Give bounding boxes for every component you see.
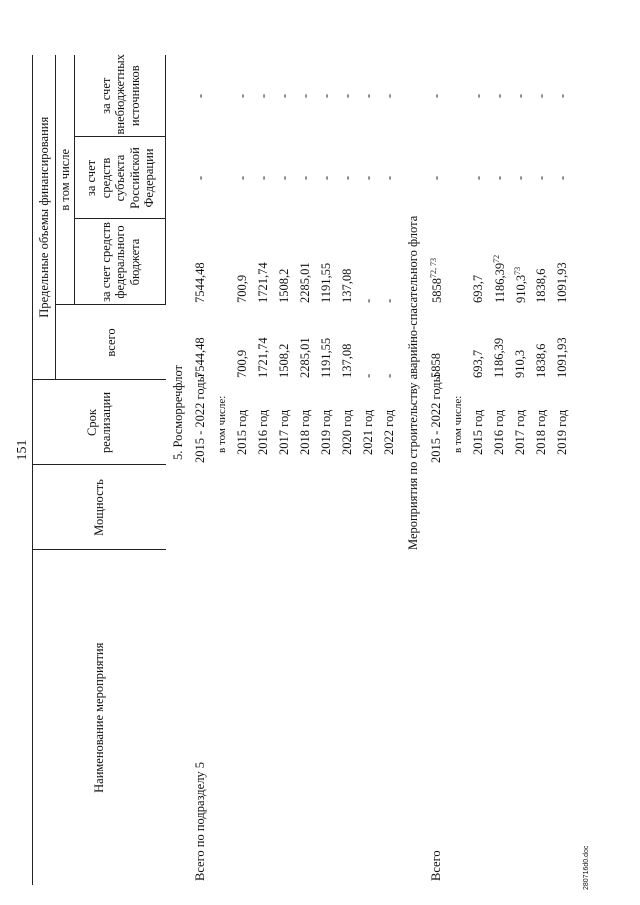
federal-cell [531,219,552,305]
federal-cell-text: - [382,298,397,303]
table-row [274,55,295,885]
federal-cell-text: 700,9 [235,274,250,303]
regional-cell [531,137,552,219]
regional-cell [468,137,489,219]
footnote-ref: 72, 73 [428,258,438,278]
period-cell-text: в том числе: [215,395,228,453]
row-label-empty [316,550,337,885]
period-cell-text: 2015 год [235,409,250,455]
period-cell [232,380,253,465]
federal-cell [232,219,253,305]
period-cell [337,380,358,465]
federal-cell [510,219,531,305]
regional-cell-text: - [382,175,397,181]
footnote-ref: 73 [512,266,522,275]
header-federal: за счет средств федерального бюджета [75,219,166,305]
row-label-empty [295,550,316,885]
period-cell [426,373,447,465]
regional-cell-text: - [319,175,334,181]
federal-cell-text: 910,3 [513,274,528,303]
federal-cell [358,219,379,305]
period-cell [447,380,468,465]
row-label-text: Всего по подразделу 5 [193,761,208,881]
extra-cell [190,55,211,137]
regional-cell [295,137,316,219]
regional-cell-text: - [235,175,250,181]
period-cell-text: 2015 год [471,409,486,455]
extra-cell [531,55,552,137]
capacity-cell [232,465,253,550]
federal-cell [253,219,274,305]
capacity-cell [316,465,337,550]
capacity-cell [510,465,531,550]
table-row [358,55,379,885]
capacity-cell [274,465,295,550]
total-cell [379,305,400,380]
regional-cell-text: - [298,175,313,181]
extra-cell-text: - [492,93,507,99]
total-cell-text: 1838,6 [534,343,549,378]
section-title-row [400,55,426,885]
period-cell [295,380,316,465]
capacity-cell [337,465,358,550]
total-cell-text: 2285,01 [298,337,313,378]
regional-cell [337,137,358,219]
period-cell-text: 2022 год [382,409,397,455]
extra-cell [468,55,489,137]
extra-cell [253,55,274,137]
total-cell [531,305,552,380]
capacity-cell [358,465,379,550]
total-cell-text: 1191,55 [319,337,334,378]
period-cell-text: в том числе: [451,395,464,453]
section-title [166,55,191,550]
extra-cell [489,55,510,137]
total-cell-text: 1721,74 [256,337,271,378]
period-cell [190,373,211,465]
period-cell [468,380,489,465]
total-cell-text: 5858 [429,353,444,378]
total-cell-text: 1091,93 [555,337,570,378]
table-row [190,55,211,885]
federal-cell [379,219,400,305]
capacity-cell [211,465,232,550]
regional-cell [552,137,573,219]
total-cell [337,305,358,380]
regional-cell-text: - [361,175,376,181]
section-spacer [400,550,426,885]
table-row [295,55,316,885]
extra-cell-text: - [319,93,334,99]
row-label-empty [232,550,253,885]
capacity-cell [295,465,316,550]
federal-cell-text: 1191,55 [319,262,334,303]
federal-cell-text: 137,08 [340,268,355,303]
extra-cell-text: - [235,93,250,99]
extra-cell-text: - [555,93,570,99]
empty-cell [447,137,468,219]
table-row [379,55,400,885]
row-label-empty [337,550,358,885]
extra-cell-text: - [193,93,208,99]
regional-cell-text: - [471,175,486,181]
total-cell [489,305,510,380]
federal-cell-text: 1091,93 [555,262,570,303]
capacity-cell [468,465,489,550]
period-cell-text: 2019 год [555,409,570,455]
regional-cell [358,137,379,219]
rotated-table-page [15,10,595,890]
federal-cell [552,219,573,305]
extra-cell [295,55,316,137]
period-cell-text: 2016 год [492,409,507,455]
capacity-cell [552,465,573,550]
row-label-empty [468,550,489,885]
capacity-cell [190,465,211,550]
total-cell-text: - [382,373,397,378]
extra-cell-text: - [382,93,397,99]
period-cell-text: 2017 год [277,409,292,455]
federal-cell-text: 1838,6 [534,268,549,303]
extra-cell-text: - [361,93,376,99]
period-cell [316,380,337,465]
header-period: Срок реализации [33,380,166,465]
regional-cell-text: - [555,175,570,181]
header-regional: за счет средств субъекта Российской Федерации [75,137,166,219]
header-total: всего [56,305,166,380]
period-cell-text: 2017 год [513,409,528,455]
section-spacer [166,550,191,885]
regional-cell-text: - [193,175,208,181]
total-cell-text: 137,08 [340,343,355,378]
row-label-empty [552,550,573,885]
extra-cell [358,55,379,137]
total-cell-text: 700,9 [235,349,250,378]
row-label-empty [510,550,531,885]
federal-cell [316,219,337,305]
total-cell [232,305,253,380]
total-cell [190,305,211,380]
total-cell [358,305,379,380]
federal-cell [426,219,447,305]
regional-cell-text: - [534,175,549,181]
row-label-empty [447,550,468,885]
table-row [316,55,337,885]
table-row [552,55,573,885]
section-title-text: Мероприятия по строительству аварийно-спасательного флота [405,215,420,550]
row-label-text: Всего [429,850,444,881]
period-cell-text: 2018 год [534,409,549,455]
extra-cell [337,55,358,137]
row-label-empty [253,550,274,885]
period-cell-text: 2015 - 2022 годы [429,373,444,463]
total-cell [295,305,316,380]
table-row [447,55,468,885]
period-cell-text: 2015 - 2022 годы [193,373,208,463]
section-title-row [166,55,191,885]
regional-cell [316,137,337,219]
table-row [232,55,253,885]
total-cell-text: 1186,39 [492,337,507,378]
section-title [400,55,426,550]
federal-cell-text: 5858 [429,278,444,303]
row-label-empty [531,550,552,885]
table-row [531,55,552,885]
page-number: 151 [15,439,30,461]
period-cell [379,380,400,465]
extra-cell [232,55,253,137]
capacity-cell [489,465,510,550]
extra-cell [426,55,447,137]
total-cell [253,305,274,380]
federal-cell [468,219,489,305]
section-title-text: 5. Росморречфлот [170,364,185,460]
federal-cell-text: - [361,298,376,303]
regional-cell-text: - [340,175,355,181]
row-label-empty [274,550,295,885]
regional-cell [379,137,400,219]
period-cell [253,380,274,465]
regional-cell-text: - [429,175,444,181]
capacity-cell [447,465,468,550]
header-including: в том числе [56,55,75,305]
regional-cell [274,137,295,219]
empty-cell [447,305,468,380]
regional-cell-text: - [492,175,507,181]
row-label-empty [358,550,379,885]
federal-cell [295,219,316,305]
period-cell [489,380,510,465]
extra-cell [316,55,337,137]
period-cell [510,380,531,465]
extra-cell-text: - [340,93,355,99]
empty-cell [447,55,468,137]
row-label-empty [211,550,232,885]
extra-cell-text: - [298,93,313,99]
table-row [510,55,531,885]
federal-cell-text: 7544,48 [193,262,208,303]
empty-cell [211,305,232,380]
table-row [489,55,510,885]
federal-cell [190,219,211,305]
table-row [253,55,274,885]
capacity-cell [253,465,274,550]
capacity-cell [379,465,400,550]
extra-cell [510,55,531,137]
period-cell-text: 2019 год [319,409,334,455]
total-cell [274,305,295,380]
extra-cell-text: - [256,93,271,99]
period-cell-text: 2020 год [340,409,355,455]
extra-cell-text: - [534,93,549,99]
period-cell-text: 2021 год [361,409,376,455]
footer-filename: 280716d0.doc [583,845,590,890]
total-cell [316,305,337,380]
federal-cell [337,219,358,305]
regional-cell [232,137,253,219]
total-cell [510,305,531,380]
extra-cell [379,55,400,137]
extra-cell [552,55,573,137]
period-cell-text: 2016 год [256,409,271,455]
federal-cell-text: 693,7 [471,274,486,303]
table-row [211,55,232,885]
row-label-empty [379,550,400,885]
federal-cell-text: 2285,01 [298,262,313,303]
header-extrabudget: за счет внебюджетных источников [75,55,166,137]
period-cell [211,380,232,465]
regional-cell [190,137,211,219]
table-row [468,55,489,885]
row-label-empty [489,550,510,885]
extra-cell-text: - [471,93,486,99]
extra-cell-text: - [429,93,444,99]
period-cell [531,380,552,465]
total-cell-text: 1508,2 [277,343,292,378]
table-row [426,55,447,885]
federal-cell-text: 1186,39 [492,262,507,303]
federal-cell-text: 1721,74 [256,262,271,303]
extra-cell-text: - [513,93,528,99]
empty-cell [447,219,468,305]
header-capacity: Мощность [33,465,166,550]
empty-cell [211,137,232,219]
total-cell [552,305,573,380]
regional-cell-text: - [277,175,292,181]
period-cell [552,380,573,465]
empty-cell [211,219,232,305]
table-body [166,55,574,885]
total-cell-text: - [361,373,376,378]
regional-cell [489,137,510,219]
footnote-ref: 72 [491,254,501,263]
regional-cell [253,137,274,219]
period-cell [358,380,379,465]
header-financing: Предельные объемы финансирования [33,55,56,380]
federal-cell [489,219,510,305]
total-cell [426,305,447,380]
federal-cell [274,219,295,305]
header-name: Наименование мероприятия [92,642,107,793]
capacity-cell [531,465,552,550]
period-cell-text: 2018 год [298,409,313,455]
regional-cell [426,137,447,219]
regional-cell-text: - [513,175,528,181]
regional-cell [510,137,531,219]
capacity-cell [426,465,447,550]
empty-cell [211,55,232,137]
extra-cell [274,55,295,137]
table-row [337,55,358,885]
row-label [426,550,447,885]
federal-cell-text: 1508,2 [277,268,292,303]
total-cell [468,305,489,380]
total-cell-text: 7544,48 [193,337,208,378]
period-cell [274,380,295,465]
row-label [190,550,211,885]
total-cell-text: 693,7 [471,349,486,378]
extra-cell-text: - [277,93,292,99]
total-cell-text: 910,3 [513,349,528,378]
regional-cell-text: - [256,175,271,181]
financing-table [33,55,573,885]
